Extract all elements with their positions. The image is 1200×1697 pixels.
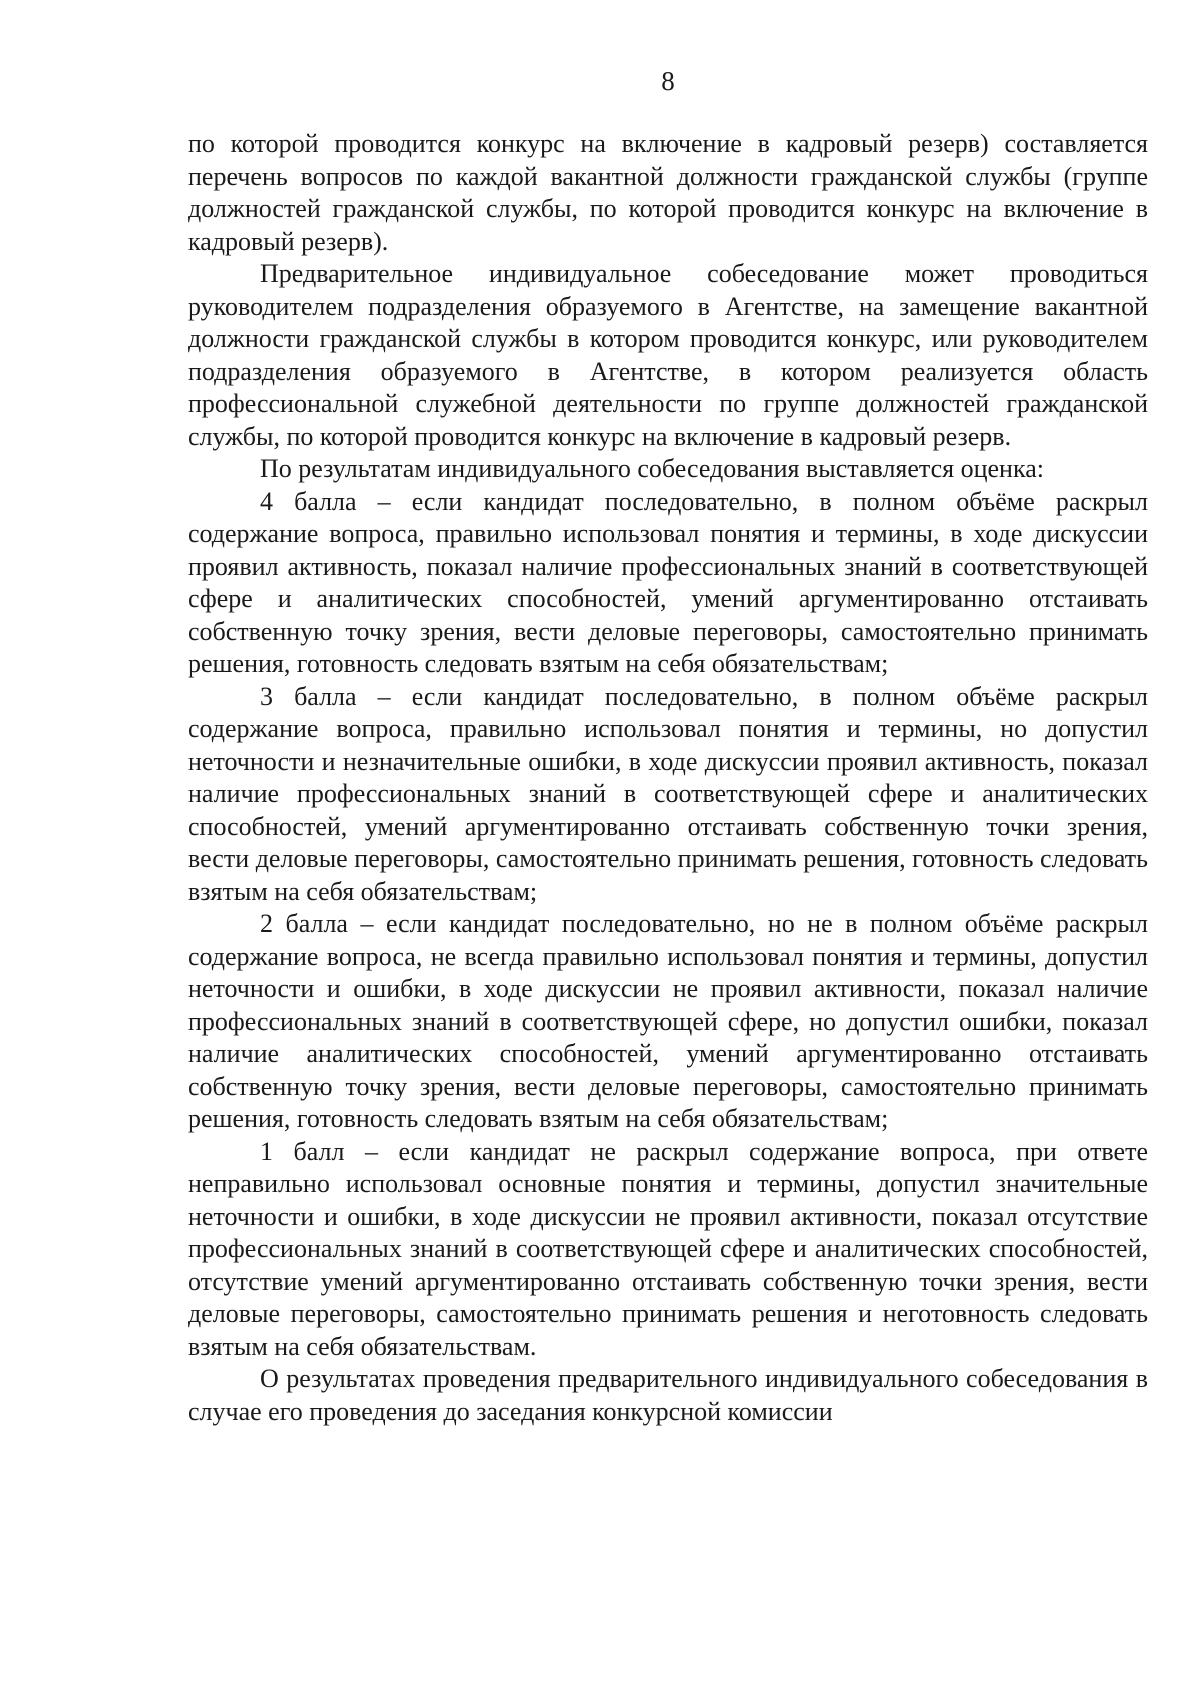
paragraph-score-4: 4 балла – если кандидат последовательно, в полном объёме раскрыл содержание вопроса, правильно использовал понятия и термины, в ходе дискуссии проявил активность, показал наличие профессиональных знаний в соответствующей сфере и аналитических способностей, умений аргументированно отстаивать собственную точку зрения, вести деловые переговоры, самостоятельно принимать решения, готовность следовать взятым на себя обязательствам; bbox=[188, 486, 1148, 678]
paragraph-score-2: 2 балла – если кандидат последовательно, но не в полном объёме раскрыл содержание вопроса, не всегда правильно использовал понятия и термины, допустил неточности и ошибки, в ходе дискуссии не проявил активности, показал наличие профессиональных знаний в соответствующей сфере, но допустил ошибки, показал наличие аналитических способностей, умений аргументированно отстаивать собственную точку зрения, вести деловые переговоры, самостоятельно принимать решения, готовность следовать взятым на себя обязательствам; bbox=[188, 909, 1148, 1133]
page-number: 8 bbox=[661, 66, 675, 96]
paragraph-score-intro: По результатам индивидуального собеседования выставляется оценка: bbox=[260, 454, 1044, 483]
paragraph-preliminary-interview: Предварительное индивидуальное собеседование может проводиться руководителем подразделения образуемого в Агентстве, на замещение вакантной должности гражданской службы в котором проводится конкурс, или руководителем подразделения образуемого в Агентстве, в котором реализуется область профессиональной служебной деятельности по группе должностей гражданской службы, по которой проводится конкурс на включение в кадровый резерв. bbox=[188, 259, 1148, 451]
document-body bbox=[188, 128, 1148, 1428]
paragraph-continuation: по которой проводится конкурс на включение в кадровый резерв) составляется перечень вопросов по каждой вакантной должности гражданской службы (группе должностей гражданской службы, по которой проводится конкурс на включение в кадровый резерв). bbox=[188, 129, 1148, 256]
paragraph-score-3: 3 балла – если кандидат последовательно, в полном объёме раскрыл содержание вопроса, правильно использовал понятия и термины, но допустил неточности и незначительные ошибки, в ходе дискуссии проявил активность, показал наличие профессиональных знаний в соответствующей сфере и аналитических способностей, умений аргументированно отстаивать собственную точки зрения, вести деловые переговоры, самостоятельно принимать решения, готовность следовать взятым на себя обязательствам; bbox=[188, 681, 1148, 906]
paragraph-results: О результатах проведения предварительного индивидуального собеседования в случае его проведения до заседания конкурсной комиссии bbox=[188, 1364, 1148, 1426]
paragraph-score-1: 1 балл – если кандидат не раскрыл содержание вопроса, при ответе неправильно использовал основные понятия и термины, допустил значительные неточности и ошибки, в ходе дискуссии не проявил активности, показал отсутствие профессиональных знаний в соответствующей сфере и аналитических способностей, отсутствие умений аргументированно отстаивать собственную точки зрения, вести деловые переговоры, самостоятельно принимать решения и неготовность следовать взятым на себя обязательствам. bbox=[188, 1136, 1148, 1361]
